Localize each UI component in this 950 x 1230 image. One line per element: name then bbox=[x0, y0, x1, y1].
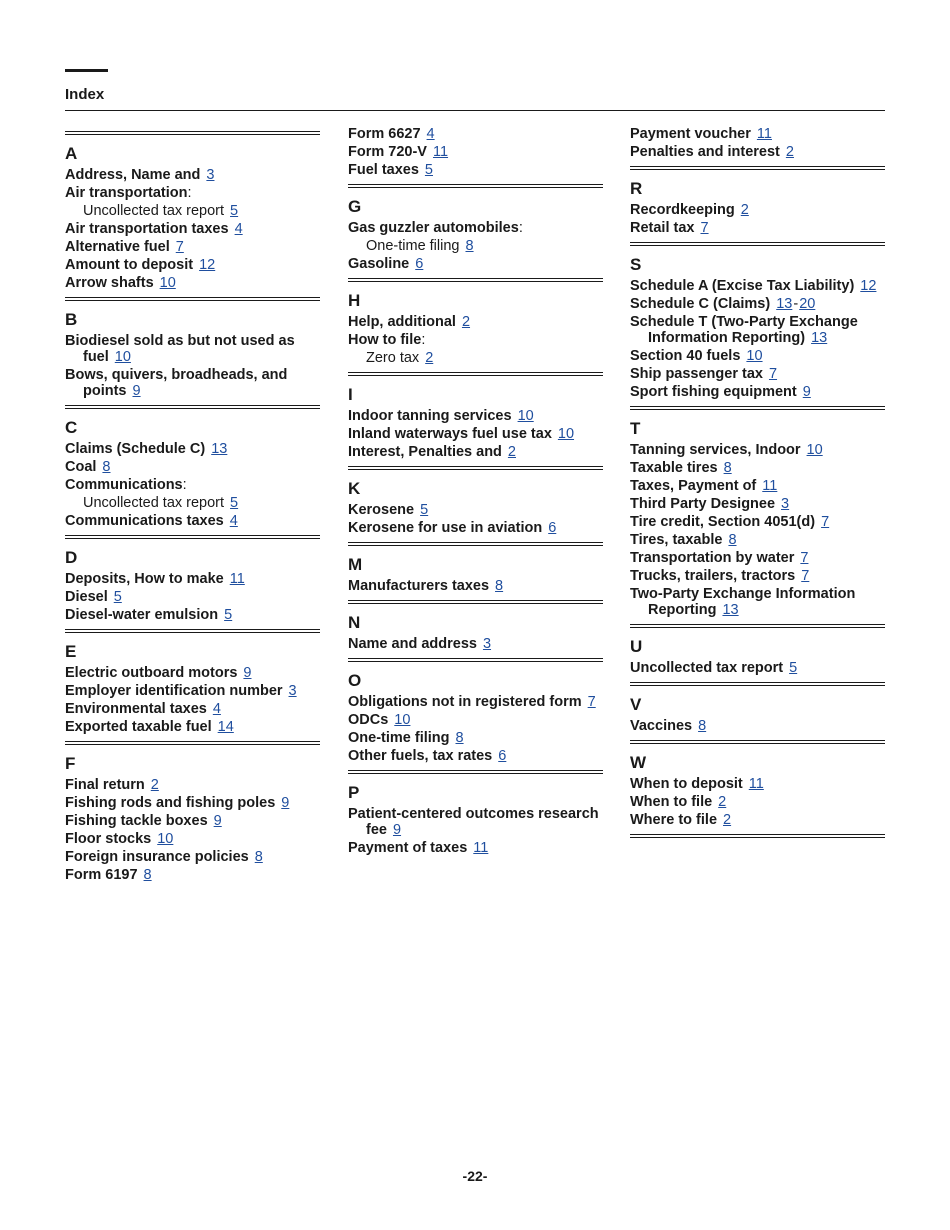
index-entry bbox=[630, 202, 885, 218]
entry-term: ODCs bbox=[348, 712, 389, 728]
index-entry bbox=[65, 185, 320, 201]
page-link[interactable]: 13 bbox=[722, 602, 739, 618]
index-entry bbox=[65, 441, 320, 457]
index-entry bbox=[630, 586, 885, 618]
index-entry bbox=[65, 459, 320, 475]
index-section-c bbox=[65, 405, 320, 529]
page-link[interactable]: 4 bbox=[426, 126, 435, 142]
index-entry bbox=[65, 477, 320, 493]
entry-colon: : bbox=[187, 185, 192, 201]
index-entry bbox=[348, 220, 603, 236]
entry-term: Trucks, trailers, tractors bbox=[630, 568, 796, 584]
index-entry bbox=[630, 496, 885, 512]
page-link[interactable]: 11 bbox=[229, 571, 245, 587]
entry-colon: : bbox=[421, 332, 426, 348]
index-entry bbox=[65, 333, 320, 365]
index-entry bbox=[348, 408, 603, 424]
entry-term: Obligations not in registered form bbox=[348, 694, 582, 710]
page-link[interactable]: 10 bbox=[517, 408, 534, 424]
page-link[interactable]: 4 bbox=[234, 221, 243, 237]
index-entry bbox=[630, 296, 885, 312]
section-letter: D bbox=[65, 548, 78, 567]
page-link[interactable]: 7 bbox=[768, 366, 778, 382]
index-entry bbox=[65, 683, 320, 699]
index-column-2 bbox=[348, 126, 603, 862]
entry-term: Inland waterways fuel use tax bbox=[348, 426, 552, 442]
index-entry bbox=[630, 532, 885, 548]
index-section-h bbox=[348, 278, 603, 366]
index-entry bbox=[348, 520, 603, 536]
entry-term: Tanning services, Indoor bbox=[630, 442, 801, 458]
page-link[interactable]: 5 bbox=[230, 203, 239, 219]
index-section-o bbox=[348, 658, 603, 764]
entry-term: Claims (Schedule C) bbox=[65, 441, 206, 457]
index-entry bbox=[630, 144, 885, 160]
index-entry bbox=[348, 748, 603, 764]
index-entry bbox=[348, 730, 603, 746]
page-link[interactable]: 2 bbox=[785, 144, 794, 160]
page-link[interactable]: 8 bbox=[698, 718, 707, 734]
entry-term: Communications bbox=[65, 477, 183, 493]
entry-term: Fishing rods and fishing poles bbox=[65, 795, 276, 811]
page-link[interactable]: 13 bbox=[811, 330, 828, 346]
section-letter: C bbox=[65, 418, 78, 437]
page-link[interactable]: 2 bbox=[150, 777, 159, 793]
index-entry bbox=[348, 840, 603, 856]
entry-term: Name and address bbox=[348, 636, 477, 652]
entry-term: Employer identification number bbox=[65, 683, 283, 699]
page-link[interactable]: 9 bbox=[213, 813, 222, 829]
index-section-r bbox=[630, 166, 885, 236]
index-entry bbox=[630, 384, 885, 400]
entry-term: Foreign insurance policies bbox=[65, 849, 249, 865]
index-entry bbox=[65, 367, 320, 399]
index-entry bbox=[630, 568, 885, 584]
index-entry bbox=[65, 813, 320, 829]
index-entry bbox=[348, 806, 603, 838]
section-letter: E bbox=[65, 642, 77, 661]
entry-term: Form 6197 bbox=[65, 867, 138, 883]
entry-term: Sport fishing equipment bbox=[630, 384, 797, 400]
index-entry bbox=[65, 571, 320, 587]
entry-term: Taxable tires bbox=[630, 460, 718, 476]
page-link[interactable]: 9 bbox=[243, 665, 252, 681]
index-entry bbox=[630, 278, 885, 294]
page-link[interactable]: 3 bbox=[206, 167, 215, 183]
page-link[interactable]: 2 bbox=[740, 202, 749, 218]
entry-term: Amount to deposit bbox=[65, 257, 194, 273]
index-section-continued bbox=[348, 126, 603, 178]
entry-term: Zero tax bbox=[366, 350, 420, 366]
section-letter: R bbox=[630, 179, 643, 198]
entry-term: Deposits, How to make bbox=[65, 571, 224, 587]
index-entry bbox=[630, 812, 885, 828]
header-divider bbox=[65, 110, 885, 111]
section-letter: O bbox=[348, 671, 362, 690]
index-entry bbox=[65, 513, 320, 529]
entry-term: Recordkeeping bbox=[630, 202, 735, 218]
index-column-1 bbox=[65, 126, 320, 889]
index-entry bbox=[65, 167, 320, 183]
page-link[interactable]: 2 bbox=[723, 812, 732, 828]
index-entry bbox=[348, 694, 603, 710]
page-link[interactable]: 5 bbox=[224, 607, 233, 623]
page-link[interactable]: 11 bbox=[756, 126, 772, 142]
index-end-rule bbox=[630, 834, 885, 838]
index-section-a bbox=[65, 131, 320, 291]
entry-term: Address, Name and bbox=[65, 167, 201, 183]
index-section-e bbox=[65, 629, 320, 735]
page-link[interactable]: 8 bbox=[465, 238, 474, 254]
entry-term: Gasoline bbox=[348, 256, 410, 272]
section-letter: U bbox=[630, 637, 643, 656]
page-link[interactable]: 4 bbox=[229, 513, 238, 529]
page-link[interactable]: 2 bbox=[718, 794, 727, 810]
entry-term: Tires, taxable bbox=[630, 532, 723, 548]
entry-term: Uncollected tax report bbox=[630, 660, 784, 676]
entry-term: Kerosene bbox=[348, 502, 415, 518]
index-entry bbox=[348, 126, 603, 142]
index-section-g bbox=[348, 184, 603, 272]
page-link[interactable]: 8 bbox=[495, 578, 504, 594]
index-entry bbox=[348, 712, 603, 728]
page-link[interactable]: 6 bbox=[415, 256, 424, 272]
entry-term: Retail tax bbox=[630, 220, 695, 236]
page-link[interactable]: 10 bbox=[557, 426, 575, 442]
entry-colon: : bbox=[182, 477, 187, 493]
entry-term: How to file bbox=[348, 332, 422, 348]
index-entry bbox=[630, 366, 885, 382]
page-link[interactable]: 10 bbox=[157, 831, 174, 847]
entry-term: Environmental taxes bbox=[65, 701, 207, 717]
entry-term: Interest, Penalties and bbox=[348, 444, 502, 460]
page-link[interactable]: 9 bbox=[132, 383, 141, 399]
entry-term: Floor stocks bbox=[65, 831, 152, 847]
section-letter: I bbox=[348, 385, 353, 404]
section-letter: W bbox=[630, 753, 647, 772]
index-entry bbox=[630, 126, 885, 142]
section-letter: G bbox=[348, 197, 362, 216]
index-entry bbox=[630, 478, 885, 494]
page-link[interactable]: 3 bbox=[781, 496, 790, 512]
entry-term: Manufacturers taxes bbox=[348, 578, 490, 594]
page-link[interactable]: 8 bbox=[143, 867, 152, 883]
entry-term: Section 40 fuels bbox=[630, 348, 741, 364]
entry-term: Air transportation taxes bbox=[65, 221, 229, 237]
index-section-t bbox=[630, 406, 885, 618]
index-section-s bbox=[630, 242, 885, 400]
top-decorative-rule bbox=[65, 69, 108, 72]
index-entry bbox=[348, 578, 603, 594]
page-link[interactable]: 10 bbox=[394, 712, 411, 728]
entry-term: Penalties and interest bbox=[630, 144, 780, 160]
index-section-u bbox=[630, 624, 885, 676]
section-letter: M bbox=[348, 555, 363, 574]
index-entry bbox=[348, 502, 603, 518]
index-section-m bbox=[348, 542, 603, 594]
page-link[interactable]: 8 bbox=[254, 849, 263, 865]
index-entry bbox=[630, 660, 885, 676]
index-entry bbox=[630, 442, 885, 458]
index-entry bbox=[630, 776, 885, 792]
page-link[interactable]: 7 bbox=[175, 239, 184, 255]
entry-term: Taxes, Payment of bbox=[630, 478, 757, 494]
index-subentry bbox=[348, 350, 603, 366]
page-link[interactable]: 10 bbox=[114, 349, 131, 365]
index-entry bbox=[630, 550, 885, 566]
index-entry bbox=[65, 239, 320, 255]
page-link[interactable]: 13 bbox=[776, 296, 793, 312]
index-entry bbox=[348, 332, 603, 348]
page-link[interactable]: 10 bbox=[159, 275, 176, 291]
index-entry bbox=[348, 444, 603, 460]
entry-term: Schedule T (Two-Party Exchange Information Reporting) bbox=[630, 314, 858, 346]
index-section-i bbox=[348, 372, 603, 460]
index-section-v bbox=[630, 682, 885, 734]
page-link[interactable]: 12 bbox=[199, 257, 216, 273]
entry-term: Kerosene for use in aviation bbox=[348, 520, 543, 536]
section-letter: P bbox=[348, 783, 360, 802]
page-link[interactable]: 10 bbox=[806, 442, 823, 458]
entry-term: Schedule A (Excise Tax Liability) bbox=[630, 278, 855, 294]
page-link[interactable]: 11 bbox=[748, 776, 764, 792]
section-letter: H bbox=[348, 291, 361, 310]
entry-term: Exported taxable fuel bbox=[65, 719, 212, 735]
section-letter: F bbox=[65, 754, 76, 773]
entry-term: When to deposit bbox=[630, 776, 743, 792]
entry-term: Other fuels, tax rates bbox=[348, 748, 493, 764]
page-link[interactable]: 6 bbox=[548, 520, 557, 536]
index-entry bbox=[65, 719, 320, 735]
section-letter: V bbox=[630, 695, 642, 714]
entry-term: Vaccines bbox=[630, 718, 693, 734]
index-entry bbox=[630, 460, 885, 476]
entry-term: Final return bbox=[65, 777, 145, 793]
page-link[interactable]: 14 bbox=[217, 719, 234, 735]
page-link[interactable]: 10 bbox=[746, 348, 763, 364]
page-range-dash: - bbox=[793, 296, 799, 312]
page-link[interactable]: 3 bbox=[482, 636, 492, 652]
index-entry bbox=[348, 144, 603, 160]
index-entry bbox=[630, 220, 885, 236]
entry-term: When to file bbox=[630, 794, 713, 810]
entry-term: Ship passenger tax bbox=[630, 366, 763, 382]
page-title: Index bbox=[65, 86, 105, 103]
page-link[interactable]: 11 bbox=[473, 840, 489, 856]
section-letter: N bbox=[348, 613, 361, 632]
page-link[interactable]: 5 bbox=[789, 660, 798, 676]
entry-term: Arrow shafts bbox=[65, 275, 154, 291]
index-entry bbox=[65, 867, 320, 883]
section-letter: S bbox=[630, 255, 642, 274]
page-link[interactable]: 12 bbox=[860, 278, 877, 294]
page-link[interactable]: 3 bbox=[288, 683, 297, 699]
page-link[interactable]: 9 bbox=[392, 822, 402, 838]
index-entry bbox=[348, 314, 603, 330]
index-entry bbox=[348, 636, 603, 652]
index-entry bbox=[65, 275, 320, 291]
index-section-w bbox=[630, 740, 885, 828]
index-entry bbox=[65, 589, 320, 605]
entry-term: Communications taxes bbox=[65, 513, 224, 529]
entry-term: Two-Party Exchange Information Reporting bbox=[630, 586, 856, 618]
index-entry bbox=[65, 221, 320, 237]
entry-term: Electric outboard motors bbox=[65, 665, 238, 681]
entry-term: Payment of taxes bbox=[348, 840, 468, 856]
entry-term: Gas guzzler automobiles bbox=[348, 220, 519, 236]
page-link[interactable]: 5 bbox=[420, 502, 429, 518]
index-entry bbox=[630, 718, 885, 734]
page-link[interactable]: 8 bbox=[455, 730, 464, 746]
page-link[interactable]: 4 bbox=[212, 701, 221, 717]
entry-term: One-time filing bbox=[366, 238, 460, 254]
entry-term: Fuel taxes bbox=[348, 162, 419, 178]
index-entry bbox=[348, 256, 603, 272]
entry-term: Transportation by water bbox=[630, 550, 795, 566]
entry-term: Payment voucher bbox=[630, 126, 751, 142]
index-entry bbox=[65, 607, 320, 623]
index-section-k bbox=[348, 466, 603, 536]
index-entry bbox=[630, 348, 885, 364]
page-link[interactable]: 7 bbox=[801, 568, 810, 584]
index-entry bbox=[65, 831, 320, 847]
page-link[interactable]: 7 bbox=[800, 550, 809, 566]
page-link[interactable]: 2 bbox=[425, 350, 434, 366]
entry-term: Fishing tackle boxes bbox=[65, 813, 208, 829]
page-link[interactable]: 2 bbox=[507, 444, 516, 460]
page-link[interactable]: 9 bbox=[802, 384, 811, 400]
entry-term: Help, additional bbox=[348, 314, 456, 330]
index-entry bbox=[65, 777, 320, 793]
index-entry bbox=[348, 162, 603, 178]
page-link[interactable]: 7 bbox=[587, 694, 596, 710]
page-link[interactable]: 9 bbox=[281, 795, 290, 811]
index-subentry bbox=[348, 238, 603, 254]
page-link[interactable]: 8 bbox=[728, 532, 737, 548]
index-entry bbox=[65, 665, 320, 681]
index-entry bbox=[630, 794, 885, 810]
entry-term: Bows, quivers, broadheads, and points bbox=[65, 367, 288, 399]
page-link[interactable]: 11 bbox=[432, 144, 449, 160]
index-entry bbox=[65, 849, 320, 865]
index-section-p bbox=[348, 770, 603, 856]
index-section-b bbox=[65, 297, 320, 399]
entry-term: Schedule C (Claims) bbox=[630, 296, 771, 312]
section-letter: A bbox=[65, 144, 78, 163]
entry-term: Third Party Designee bbox=[630, 496, 776, 512]
index-entry bbox=[65, 701, 320, 717]
entry-term: Patient-centered outcomes research fee bbox=[348, 806, 599, 838]
entry-term: Diesel bbox=[65, 589, 108, 605]
index-subentry bbox=[65, 495, 320, 511]
section-letter: K bbox=[348, 479, 361, 498]
entry-colon: : bbox=[518, 220, 523, 236]
page-link[interactable]: 11 bbox=[762, 478, 778, 494]
index-section-f bbox=[65, 741, 320, 883]
page-link[interactable]: 13 bbox=[211, 441, 228, 457]
index-section-continued bbox=[630, 126, 885, 160]
page-link[interactable]: 20 bbox=[799, 296, 816, 312]
entry-term: Indoor tanning services bbox=[348, 408, 512, 424]
page-link[interactable]: 2 bbox=[461, 314, 471, 330]
index-section-n bbox=[348, 600, 603, 652]
entry-term: Biodiesel sold as but not used as fuel bbox=[65, 333, 295, 365]
entry-term: Tire credit, Section 4051(d) bbox=[630, 514, 816, 530]
page-link[interactable]: 5 bbox=[424, 162, 433, 178]
page-link[interactable]: 8 bbox=[102, 459, 111, 475]
index-column-3 bbox=[630, 126, 885, 838]
page-link[interactable]: 8 bbox=[723, 460, 732, 476]
index-subentry bbox=[65, 203, 320, 219]
entry-term: Form 720-V bbox=[348, 144, 427, 160]
page-number: -22- bbox=[462, 1168, 488, 1184]
entry-term: One-time filing bbox=[348, 730, 450, 746]
section-letter: B bbox=[65, 310, 78, 329]
entry-term: Air transportation bbox=[65, 185, 188, 201]
index-entry bbox=[630, 314, 885, 346]
page-link[interactable]: 7 bbox=[700, 220, 709, 236]
index-entry bbox=[348, 426, 603, 442]
index-entry bbox=[630, 514, 885, 530]
entry-term: Form 6627 bbox=[348, 126, 421, 142]
entry-term: Diesel-water emulsion bbox=[65, 607, 219, 623]
entry-term: Alternative fuel bbox=[65, 239, 170, 255]
page-link[interactable]: 5 bbox=[230, 495, 239, 511]
index-entry bbox=[65, 257, 320, 273]
page-link[interactable]: 5 bbox=[113, 589, 122, 605]
index-section-d bbox=[65, 535, 320, 623]
entry-term: Coal bbox=[65, 459, 97, 475]
index-entry bbox=[65, 795, 320, 811]
entry-term: Uncollected tax report bbox=[83, 203, 225, 219]
page-link[interactable]: 7 bbox=[821, 514, 830, 530]
page-link[interactable]: 6 bbox=[498, 748, 507, 764]
entry-term: Where to file bbox=[630, 812, 718, 828]
entry-term: Uncollected tax report bbox=[83, 495, 225, 511]
section-letter: T bbox=[630, 419, 641, 438]
